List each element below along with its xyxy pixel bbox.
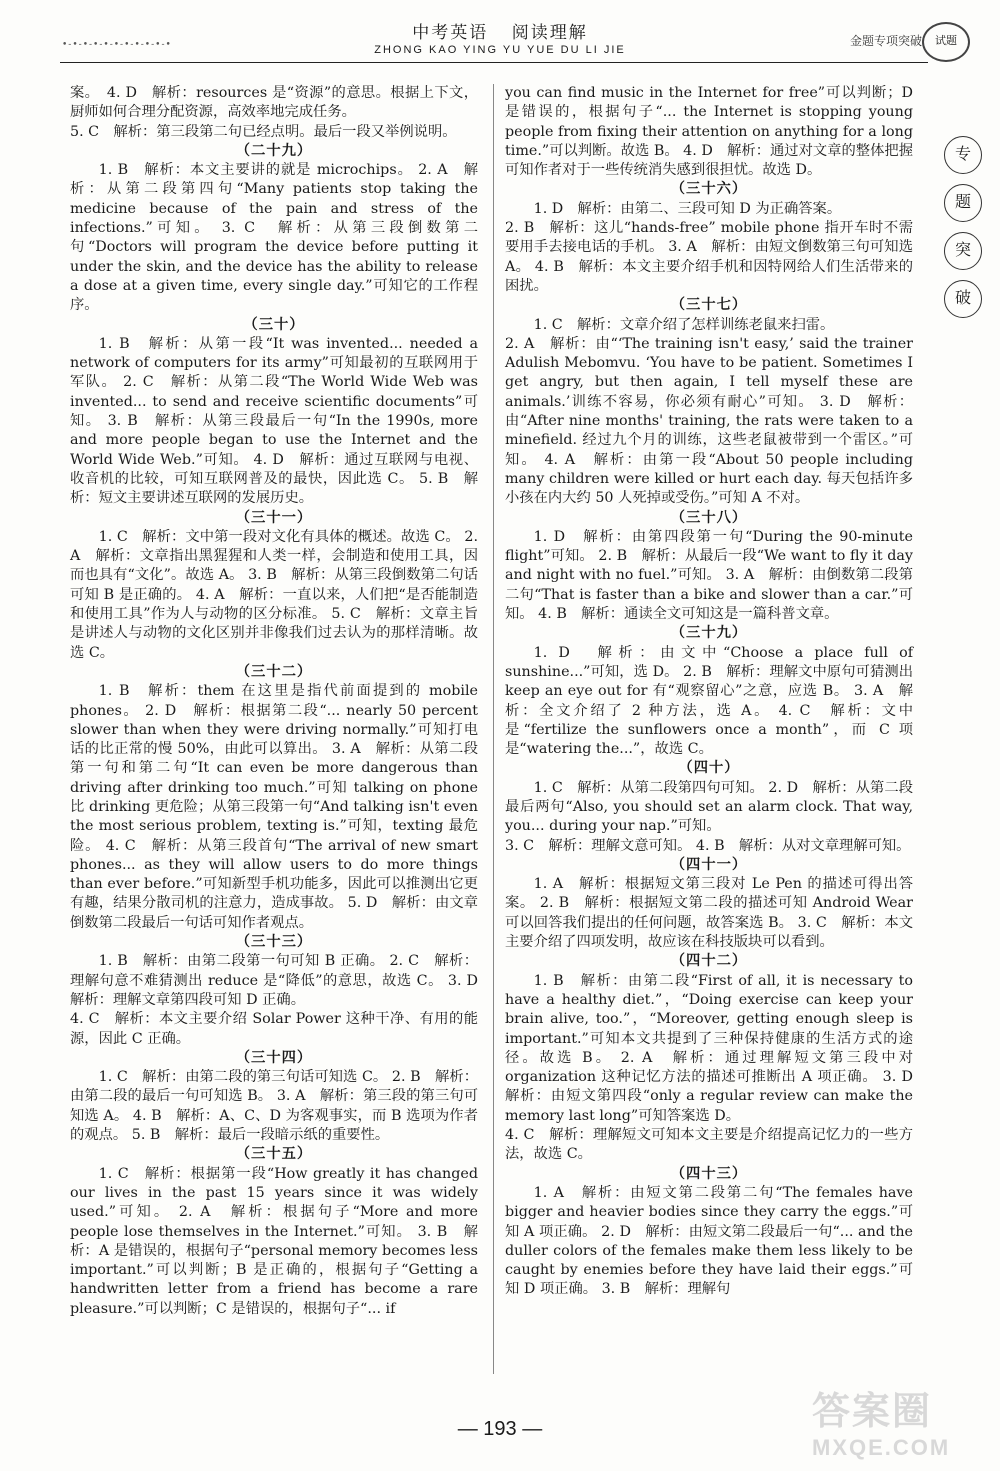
- section-heading: （三十九）: [670, 625, 748, 642]
- page-header: [0, 0, 1000, 82]
- side-tab-tu: 突: [944, 232, 982, 270]
- side-tab-ti: 题: [944, 184, 982, 222]
- section-heading: （三十四）: [235, 1049, 313, 1066]
- section-heading: （四十一）: [670, 856, 748, 873]
- answer-paragraph: 案。 4. D 解析：resources 是“资源”的意思。根据上下文，厨师如何合理分配资源，高效率地完成任务。: [70, 85, 478, 121]
- column-divider: [493, 84, 494, 1374]
- answer-paragraph: 1. B 解析：them 在这里是指代前面提到的 mobile phones。 2. D 解析：根据第二段“... nearly 50 percent slower than when they were driving normally.”可知打电话的比正常的慢 50%，由此可以算出。 3. A 解析：从第二段第一句和第二句“It can even be more dangerous than driving after drinking too much.”可知 talking on phone 比 drinking 更危险；从第三段第一句“And talking isn't even the most serious problem, texting is.”可知，texting 最危险。 4. C 解析：从第三段首句“The arrival of new smart phones... as they will allow users to do more things than ever before.”可知新型手机功能多，因此可以推测出它更有趣，结果分散司机的注意力，造成事故。 5. D 解析：由文章倒数第二段最后一句话可知作者观点。: [70, 683, 478, 931]
- answer-paragraph: 1. B 解析：由第二段第一句可知 B 正确。 2. C 解析：理解句意不难猜测出 reduce 是“降低”的意思，故选 C。 3. D 解析：理解文章第四段可知 D 正确。: [70, 953, 493, 1008]
- answer-paragraph: 1. C 解析：根据第一段“How greatly it has changed our lives in the past 15 years since it was widely used.”可知。 2. A 解析：根据句子“More and more people lose themselves in the Internet.”可知。 3. B 解析：A 是错误的，根据句子“personal memory becomes less important.”可以判断；B 是正确的，根据句子“Getting a handwritten letter from a friend has become a rare pleasure.”可以判断；C 是错误的，根据句子“... if: [70, 1165, 478, 1317]
- answer-paragraph: 2. B 解析：这儿“hands-free” mobile phone 指开车时不需要用手去接电话的手机。 3. A 解析：由短文倒数第三句可知选 A。 4. B 解析：本文主要介绍手机和因特网给人们生活带来的困扰。: [505, 220, 913, 294]
- header-title-2: 阅读理解: [511, 23, 588, 43]
- section-heading: （三十八）: [670, 509, 748, 526]
- section-heading: （三十二）: [235, 663, 313, 680]
- section-heading: （四十二）: [670, 953, 748, 970]
- section-heading: （四十）: [678, 760, 740, 777]
- section-heading: （三十五）: [235, 1146, 313, 1163]
- section-heading: （三十六）: [670, 181, 748, 198]
- answer-paragraph: you can find music in the Internet for free”可以判断；D 是错误的，根据句子“... the Internet is stopping young people from fixing their attention on anything for a long time.”可以判断。故选 B。 4. D 解析：通过对文章的整体把握可知作者对于一些传统消失感到很担忧。故选 D。: [505, 85, 913, 179]
- header-title-1: 中考英语: [412, 23, 489, 43]
- section-heading: （二十九）: [235, 142, 313, 159]
- section-heading: （三十一）: [235, 509, 313, 526]
- answer-paragraph: 1. A 解析：由短文第二段第二句“The females have bigger and heavier bodies since they carry the eggs.”可知 A 项正确。 2. D 解析：由短文第二段最后一句“... and the duller colors of the females make them less likely to be caught by enemies before they have laid their eggs.”可知 D 项正确。 3. B 解析：理解句: [505, 1184, 913, 1298]
- answer-paragraph: 1. B 解析：由第二段“First of all, it is necessary to have a healthy diet.”，“Doing exercise can keep your brain alive, too.”，“Moreover, getting enough sleep is important.”可知本文共提到了三种保持健康的生活方式的途径。故选 B。 2. A 解析：通过理解短文第三段中对 organization 这种记忆方法的描述可推断出 A 项正确。 3. D 解析：由短文第四段“only a regular review can make the memory last long”可知答案选 D。: [505, 972, 928, 1124]
- answer-paragraph: 5. C 解析：第三段第二句已经点明。最后一段又举例说明。: [70, 123, 457, 140]
- right-column: [505, 84, 928, 1384]
- header-dots: •-•-•-•-•-•-•-•-•-•-•: [62, 40, 172, 50]
- section-heading: （三十）: [243, 316, 305, 333]
- answer-paragraph: 1. C 解析：从第二段第四句可知。 2. D 解析：从第二段最后两句“Also, you should set an alarm clock. That way, you... during your nap.”可知。: [505, 779, 913, 835]
- header-rule: [60, 62, 928, 63]
- side-tab-po: 破: [944, 280, 982, 318]
- section-heading: （四十三）: [670, 1165, 748, 1182]
- answer-paragraph: 1. A 解析：根据短文第三段对 Le Pen 的描述可得出答案。 2. B 解析：根据短文第二段的描述可知 Android Wear 可以回答我们提出的任何问题，故答案选 B。 3. C 解析：本文主要介绍了四项发明，故应该在科技版块可以看到。: [505, 876, 913, 951]
- answer-paragraph: 1. B 解析：本文主要讲的就是 microchips。 2. A 解析：从第二段第四句“Many patients stop taking the medicine because of the pain and stress of the infections.”可知。 3. C 解析：从第三段倒数第二句“Doctors will program the device before putting it under the skin, and the device has the ability to release a dose at a given time, every single day.”可知它的工作程序。: [70, 162, 478, 314]
- answer-paragraph: 1. D 解析：由第四段第一句“During the 90-minute flight”可知。 2. B 解析：从最后一段“We want to fly it day and night with no fuel.”可知。 3. A 解析：由倒数第二段第二句“That is faster than a bike and slower than a car.”可知。 4. B 解析：通读全文可知这是一篇科普文章。: [505, 528, 913, 623]
- answer-paragraph: 1. C 解析：文中第一段对文化有具体的概述。故选 C。 2. A 解析：文章指出黑猩猩和人类一样，会制造和使用工具，因而也具有“文化”。故选 A。 3. B 解析：从第三段倒数第二句话可知 B 是正确的。 4. A 解析：一直以来，人们把“是否能制造和使用工具”作为人与动物的区分标准。 5. C 解析：文章主旨是讲述人与动物的文化区别并非像我们过去认为的那样清晰。故选 C。: [70, 528, 478, 661]
- answer-paragraph: 1. B 解析：从第一段“It was invented... needed a network of computers for its army”可知最初的互联网用于军队。 2. C 解析：从第二段“The World Wide Web was invented... to send and receive scientific documents”可知。 3. B 解析：从第三段最后一句“In the 1990s, more and more people began to use the Internet and the World Wide Web.”可知。 4. D 解析：通过互联网与电视、收音机的比较，可知互联网普及的最快，因此选 C。 5. B 解析：短文主要讲述互联网的发展历史。: [70, 335, 478, 507]
- section-heading: （三十三）: [235, 934, 313, 951]
- watermark-logo: 答案圈 MXQE.COM: [812, 1391, 951, 1460]
- section-heading: （三十七）: [670, 297, 748, 314]
- answer-paragraph: 2. A 解析：由“‘The training isn't easy,’ said the trainer Adulish Mebomvu. ‘You have to be patient. Sometimes I get angry, but then again, I tell myself these are animals.’训练不容易，你必须有耐心”可知。 3. D 解析：由“After nine months' training, the rats were taken to a minefield. 经过九个月的训练，这些老鼠被带到一个雷区。”可知。 4. A 解析：由第一段“About 50 people including many children were killed or hurt each day. 每天包括许多小孩在内大约 50 人死掉或受伤。”可知 A 不对。: [505, 335, 913, 507]
- side-tab-zhuan: 专: [944, 136, 982, 174]
- left-column: [70, 84, 493, 1384]
- answer-paragraph: 1. C 解析：由第二段的第三句话可知选 C。 2. B 解析：由第二段的最后一句可知选 B。 3. A 解析：第三段的第三句可知选 A。 4. B 解析：A、C、D 为客观事实，而 B 选项为作者的观点。 5. B 解析：最后一段暗示纸的重要性。: [70, 1069, 478, 1144]
- answer-paragraph: 1. D 解析：由文中“Choose a place full of sunshine...”可知，选 D。 2. B 解析：理解文中原句可猜测出 keep an eye out for 有“观察留心”之意，应选 B。 3. A 解析：全文介绍了 2 种方法，选 A。 4. C 解析：文中是“fertilize the sunflowers once a month”，而 C 项是“watering the...”，故选 C。: [505, 644, 913, 758]
- answer-paragraph: 1. C 解析：文章介绍了怎样训练老鼠来扫雷。: [533, 316, 835, 333]
- answer-paragraph: 1. D 解析：由第二、三段可知 D 为正确答案。: [533, 200, 842, 217]
- header-badge-icon: 试题: [922, 22, 970, 62]
- answer-paragraph: 4. C 解析：理解短文可知本文主要是介绍提高记忆力的一些方法，故选 C。: [505, 1127, 913, 1163]
- page-number: — 193 —: [457, 1418, 543, 1440]
- header-series: 金题专项突破: [849, 34, 922, 48]
- answer-paragraph: 3. C 解析：理解文意可知。 4. B 解析：从对文章理解可知。: [505, 837, 911, 854]
- header-subtitle: ZHONG KAO YING YU YUE DU LI JIE: [374, 44, 626, 56]
- answer-paragraph: 4. C 解析：本文主要介绍 Solar Power 这种干净、有用的能源，因此 C 正确。: [70, 1011, 478, 1047]
